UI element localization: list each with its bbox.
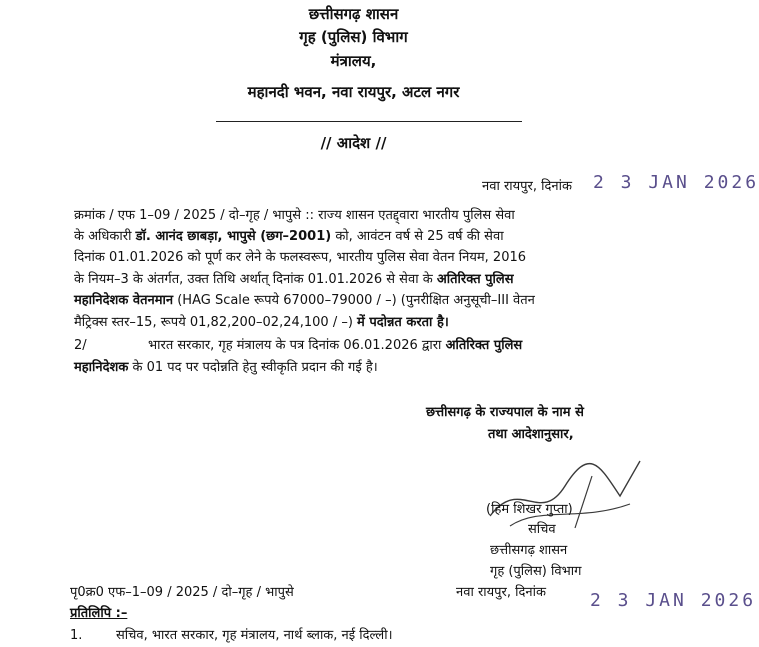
- signatory-designation: सचिव: [528, 522, 556, 537]
- signatory-name: (हिम शिखर गुप्ता): [486, 502, 573, 517]
- header-line-address: महानदी भवन, नवा रायपुर, अटल नगर: [247, 83, 460, 101]
- para1-line6: मैट्रिक्स स्तर–15, रूपये 01,82,200–02,24,100 / –) में पदोन्नत करता है।: [74, 315, 449, 330]
- endorsement-ref: पृ0क्र0 एफ–1–09 / 2025 / दो–गृह / भापुसे: [70, 585, 294, 600]
- para2-number: 2/: [74, 338, 87, 353]
- para1-line3: दिनांक 01.01.2026 को पूर्ण कर लेने के फलस्वरूप, भारतीय पुलिस सेवा वेतन नियम, 2016: [74, 250, 527, 265]
- endorsement-date-stamp: 2 3 JAN 2026: [590, 590, 757, 611]
- signature-scribble: [480, 456, 650, 536]
- dateline-place: नवा रायपुर, दिनांक: [482, 179, 572, 194]
- header-line-govt: छत्तीसगढ़ शासन: [308, 5, 399, 23]
- date-stamp: 2 3 JAN 2026: [593, 172, 759, 193]
- signatory-department: गृह (पुलिस) विभाग: [490, 564, 582, 579]
- para1-line5: महानिदेशक वेतनमान (HAG Scale रूपये 67000–79000 / –) (पुनरीक्षित अनुसूची–III वेतन: [74, 293, 535, 308]
- para1-line2: के अधिकारी डॉ. आनंद छाबड़ा, भापुसे (छग–2001) को, आवंटन वर्ष से 25 वर्ष की सेवा: [74, 229, 504, 244]
- para2-line1: भारत सरकार, गृह मंत्रालय के पत्र दिनांक 06.01.2026 द्वारा अतिरिक्त पुलिस: [148, 338, 523, 353]
- endorsement-place: नवा रायपुर, दिनांक: [456, 585, 546, 600]
- authority-line1: छत्तीसगढ़ के राज्यपाल के नाम से: [426, 405, 584, 420]
- header-line-department: गृह (पुलिस) विभाग: [299, 28, 408, 46]
- officer-name: डॉ. आनंद छाबड़ा, भापुसे (छग–2001): [135, 229, 332, 244]
- copy-item-number: 1.: [70, 628, 83, 643]
- signatory-govt: छत्तीसगढ़ शासन: [490, 543, 568, 558]
- header-line-ministry: मंत्रालय,: [330, 52, 377, 70]
- para2-line2: महानिदेशक के 01 पद पर पदोन्नति हेतु स्वीकृति प्रदान की गई है।: [74, 360, 378, 375]
- header-divider: [216, 121, 522, 122]
- copy-item-text: सचिव, भारत सरकार, गृह मंत्रालय, नार्थ ब्लाक, नई दिल्ली।: [116, 628, 393, 643]
- authority-line2: तथा आदेशानुसार,: [488, 427, 574, 442]
- para1-line1: क्रमांक / एफ 1–09 / 2025 / दो–गृह / भापुसे :: राज्य शासन एतद्द्वारा भारतीय पुलिस सेवा: [74, 208, 515, 223]
- order-title: // आदेश //: [320, 134, 387, 152]
- para1-line4: के नियम–3 के अंतर्गत, उक्त तिथि अर्थात् दिनांक 01.01.2026 से सेवा के अतिरिक्त पुलिस: [74, 272, 514, 287]
- copy-to-label: प्रतिलिपि :–: [70, 606, 128, 621]
